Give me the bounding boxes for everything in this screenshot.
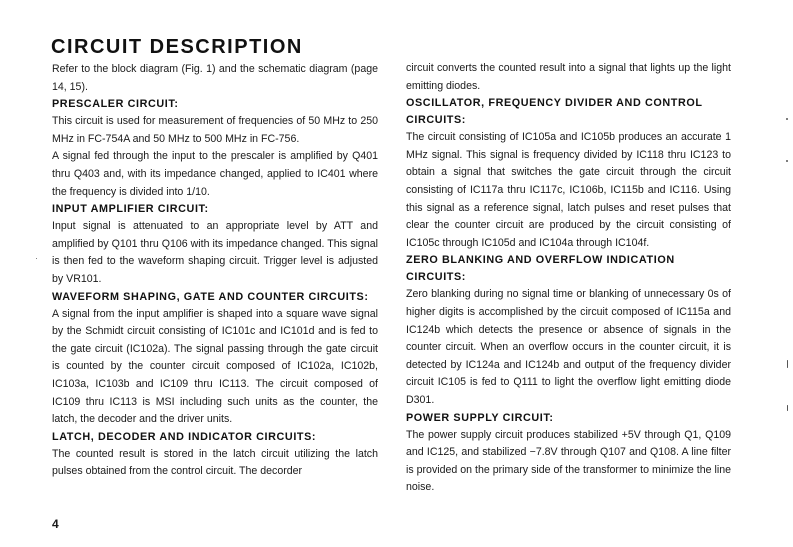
scan-speck: [787, 360, 788, 368]
scan-speck: [36, 258, 37, 259]
oscillator-heading: OSCILLATOR, FREQUENCY DIVIDER AND CONTROL CIRCUITS:: [406, 97, 703, 127]
prescaler-paragraph-2: A signal fed through the input to the prescaler is amplified by Q401 thru Q403 and, with its impedance changed, applied to IC401 where the frequency is divided into 1/10.: [52, 150, 378, 198]
power-supply-heading: POWER SUPPLY CIRCUIT:: [406, 411, 554, 424]
power-supply-paragraph: The power supply circuit produces stabilized +5V through Q1, Q109 and IC125, and stabilized −7.8V through Q107 and Q108. A line filter is provided on the primary side of the transformer to minimize the line noise.: [406, 428, 731, 494]
prescaler-heading: PRESCALER CIRCUIT:: [52, 98, 179, 111]
input-amplifier-heading: INPUT AMPLIFIER CIRCUIT:: [52, 203, 209, 216]
left-column: [52, 61, 378, 481]
input-amplifier-paragraph: Input signal is attenuated to an appropriate level by ATT and amplified by Q101 thru Q106 with its impedance changed. This signal is then fed to the waveform shaping circuit. Trigger level is adjusted by VR101.: [52, 220, 378, 285]
scan-speck: [787, 405, 788, 411]
scan-speck: [786, 160, 788, 162]
page-title: CIRCUIT DESCRIPTION: [51, 36, 303, 58]
zero-blanking-heading: ZERO BLANKING AND OVERFLOW INDICATION CIRCUITS:: [406, 254, 675, 284]
waveform-shaping-heading: WAVEFORM SHAPING, GATE AND COUNTER CIRCUITS:: [52, 290, 369, 303]
zero-blanking-paragraph: Zero blanking during no signal time or blanking of unnecessary 0s of higher digits is accomplished by the circuit composed of IC115a and IC124b which detects the presence or absence of signals in the counter circuit. When an overflow occurs in the counter circuit, it is detected by IC124a and IC124b and output of the frequency divider circuit IC105 is fed to Q111 to light the overflow light emitting diode D301.: [406, 288, 731, 406]
intro-paragraph: Refer to the block diagram (Fig. 1) and the schematic diagram (page 14, 15).: [52, 63, 378, 93]
waveform-shaping-paragraph: A signal from the input amplifier is shaped into a square wave signal by the Schmidt circuit consisting of IC101c and IC101d and is fed to the gate circuit (IC102a). The signal passing through the gate circuit is counted by the counter circuit composed of IC102a, IC102b, IC103a, IC103b and IC109 thru IC113. The circuit composed of IC109 thru IC113 is MSI including such units as the counter, the latch, the decoder and the driver units.: [52, 307, 378, 426]
right-column: [406, 60, 731, 497]
prescaler-paragraph-1: This circuit is used for measurement of frequencies of 50 MHz to 250 MHz in FC-754A and 50 MHz to 500 MHz in FC-756.: [52, 115, 378, 145]
oscillator-paragraph: The circuit consisting of IC105a and IC105b produces an accurate 1 MHz signal. This signal is frequency divided by IC118 thru IC123 to obtain a signal that switches the gate circuit through the circuit consisting of IC117a thru IC117c, IC106b, IC115b and IC116. Using this signal as a reference signal, latch pulses and reset pulses that clear the counter circuit are produced by the circuit consisting of IC105c through IC105d and IC104a through IC104f.: [406, 131, 731, 249]
scan-speck: [786, 118, 788, 120]
latch-decoder-paragraph: The counted result is stored in the latch circuit utilizing the latch pulses obtained from the control circuit. The decorder: [52, 447, 378, 478]
page-number: 4: [52, 517, 59, 531]
latch-decoder-heading: LATCH, DECODER AND INDICATOR CIRCUITS:: [52, 430, 317, 443]
latch-continued-paragraph: circuit converts the counted result into a signal that lights up the light emitting diodes.: [406, 62, 731, 92]
